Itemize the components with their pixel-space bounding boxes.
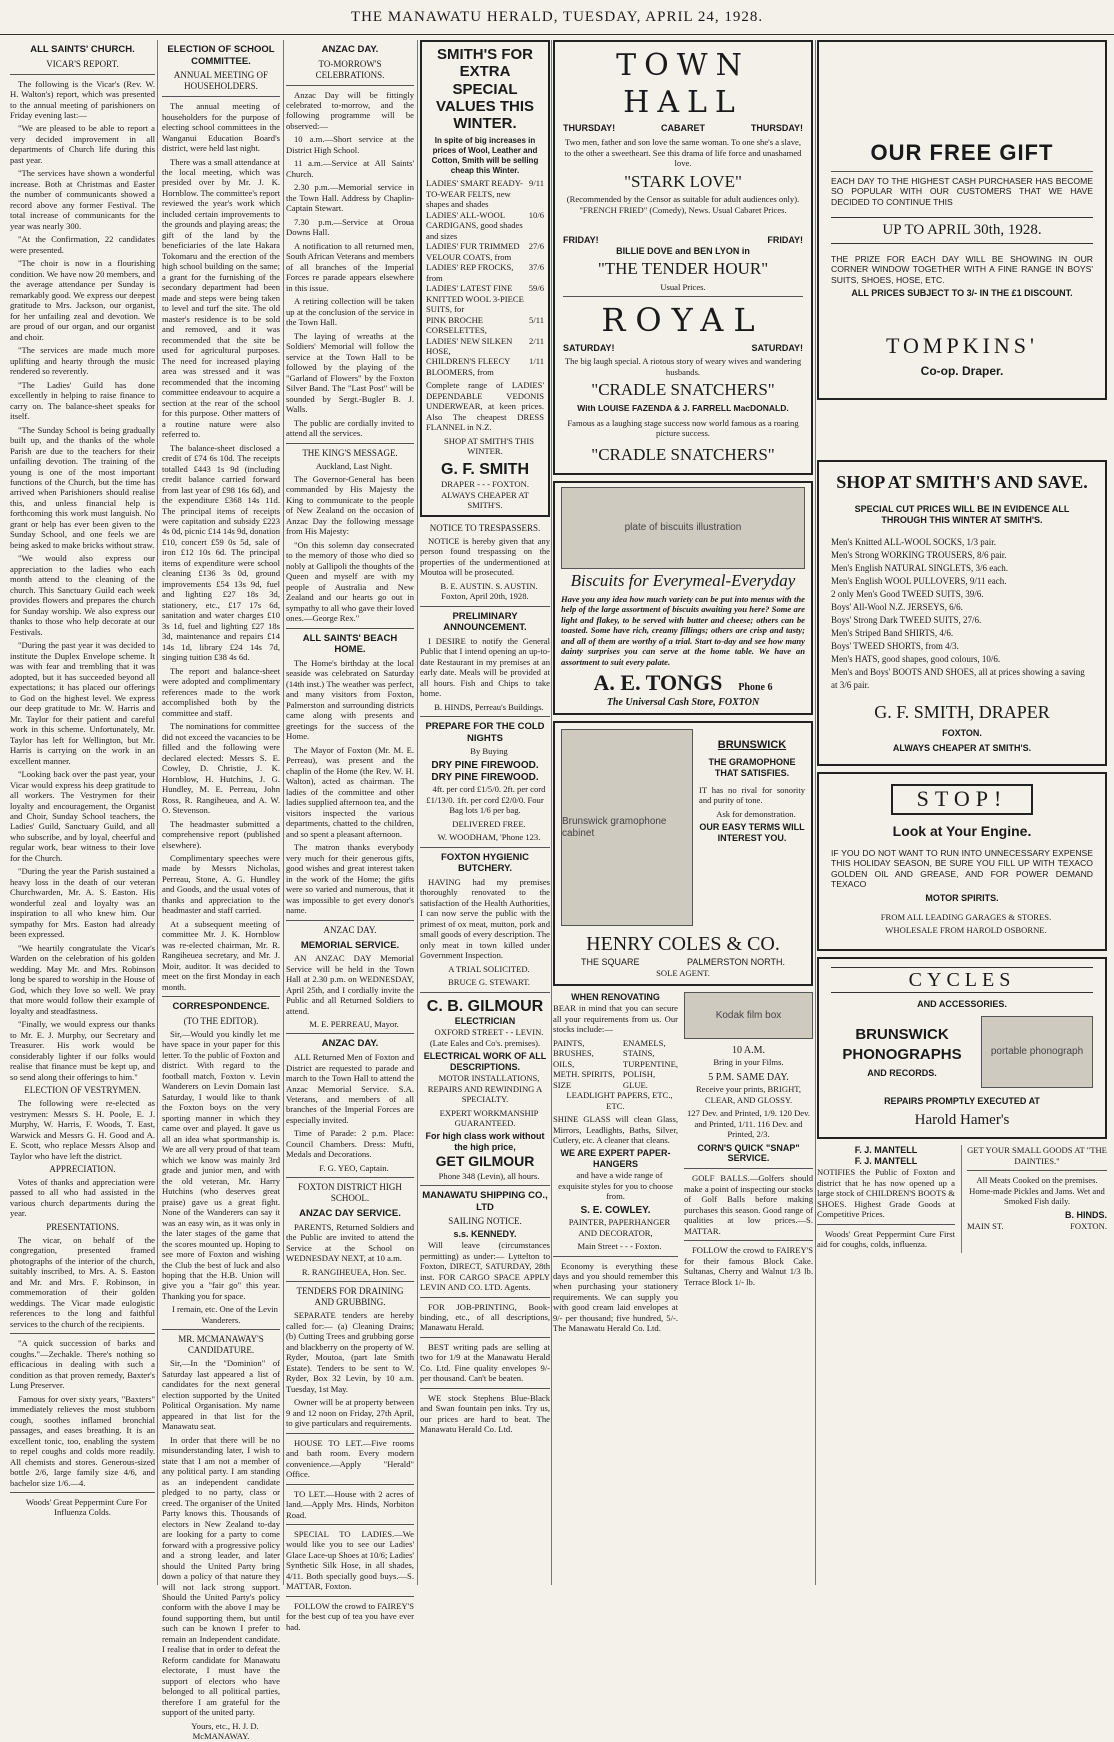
- notice-subtitle: MEMORIAL SERVICE.: [300, 939, 400, 951]
- smiths-advert: [420, 40, 550, 517]
- price-item: 2 only Men's Good TWEED SUITS, 39/6.: [831, 588, 984, 599]
- advert-text: ELECTRICIAN: [454, 1016, 516, 1027]
- advert-brand: BRUNSWICK PHONOGRAPHS: [842, 1026, 962, 1063]
- advert-body: [561, 729, 805, 926]
- paragraph: 2.30 p.m.—Memorial service in the Town Hall. Address by Chaplin-Captain Stewart.: [286, 182, 414, 214]
- day-row: [563, 343, 803, 354]
- column-entertainment: [553, 40, 813, 1585]
- day-row: [563, 235, 803, 246]
- paragraph: Complimentary speeches were made by Messrs Nicholas, Perreau, Stone, A. G. Hundley and Goods, and the usual votes of thanks and appreciation to the headmaster and staff carried.: [162, 853, 280, 916]
- section-heading: APPRECIATION.: [49, 1163, 116, 1174]
- stock-list: [553, 1038, 678, 1090]
- advert-text: THE PRIZE FOR EACH DAY WILL BE SHOWING IN OUR CORNER WINDOW TOGETHER WITH A FINE RANGE IN BOYS' SUITS, SHOES, HOSE, ETC.: [831, 253, 1093, 285]
- column-rule: [417, 40, 418, 1585]
- paragraph: In order that there will be no misunderstanding later, I wish to state that I am not a member of any political party. I am standing as an independent candidate pledged to no party, class or creed. The organiser of the United Party knows this. Thousands of electors in New Zealand to-day are looking for a party to come forward with a progressive policy and a strong leader, and later should the United Party bring down a policy of that nature they will not lack strong support. Should the United Party's policy conform with the above I may be found supporting them, but until such can be known I prefer to remain an Independent candidate. I realise that in order to defeat the Reform candidate for Manawatu electorate, I must have the support of electors who have belonged to all political parties, therefore I am grateful for the support of the united party.: [162, 1434, 280, 1718]
- price-item: Boys' TWEED SHORTS, from 4/3.: [831, 640, 959, 651]
- article-subtitle: ANNUAL MEETING OF HOUSEHOLDERS.: [173, 70, 269, 92]
- paragraph: "The services have shown a wonderful increase. Both at Christmas and Easter the number of communicants showed a record above any former Festival. The total increase of communicants for the year was nearly 300.: [10, 168, 155, 231]
- dateline: Auckland, Last Night.: [315, 460, 393, 471]
- advert-text: The Universal Cash Store, FOXTON: [606, 697, 760, 709]
- advert-text: Have you any idea how much variety can be put into menus with the help of the large assortment of biscuits awaiting you here? Some are light and flakey, to be served with butter and cheese; others can be toasted. Some have rich, creamy fillings; others are crisp and tasty; and all of them are worthy of a trial. Start to-day and see how many dainty surprises you can serve at the home table. We have an assortment to suit every palate.: [561, 593, 805, 667]
- price-row: [426, 262, 544, 283]
- paragraph: "The choir is now in a flourishing condition. We have now 20 members, and the average attendance per Sunday is remarkably good. We express our deepest gratitude to Mrs. Jackson, our organist, for her unfailing zeal and devotion. We are proud of our organ, and our organist and choir.: [10, 258, 155, 342]
- advert-line: Woods' Great Peppermint Cure For Influenza Colds.: [25, 1497, 148, 1518]
- item-price: 37/6: [528, 262, 544, 273]
- column-rule: [157, 40, 158, 1585]
- classified-ad: TO LET.—House with 2 acres of land.—Apply Mrs. Hinds, Norbiton Road.: [286, 1488, 414, 1520]
- price-item: Men's English NATURAL SINGLETS, 3/6 each.: [831, 562, 1009, 573]
- section-heading: ELECTION OF VESTRYMEN.: [24, 1085, 141, 1096]
- article-title: ANZAC DAY.: [321, 44, 379, 55]
- paragraph: Time of Parade: 2 p.m. Place: Council Chambers. Dress: Mufti, Medals and Decorations.: [286, 1128, 414, 1160]
- advert-intro: In spite of big increases in prices of Wool, Leather and Cotton, Smith will be selling cheap this Winter.: [431, 136, 539, 175]
- signature: B. HINDS, Perreau's Buildings.: [434, 701, 544, 712]
- advert-heading: ROYAL: [601, 301, 765, 340]
- price-row: [426, 210, 544, 241]
- price-item: Men's Striped Band SHIRTS, 4/6.: [831, 627, 954, 638]
- advert-brand-row: [561, 670, 805, 697]
- advert-text: WHOLESALE FROM HAROLD OSBORNE.: [885, 925, 1047, 936]
- paragraph: Will leave (circumstances permitting) as under:— Lyttelton to Foxton, DIRECT, SATURDAY, 28th inst. FOR CARGO SPACE APPLY LEVIN AND CO. LTD. Agents.: [420, 1240, 550, 1293]
- paragraph: 11 a.m.—Service at All Saints' Church.: [286, 158, 414, 179]
- item-price: 10/6: [528, 209, 544, 220]
- paragraph: Sir,—In the "Dominion" of Saturday last appeared a list of candidates for the next general election supported by the United Political Organisation. My name appeared in that list for the Manawatu seat.: [162, 1358, 280, 1432]
- address: Main Street - - - Foxton.: [577, 1241, 662, 1252]
- advert-text: Co-op. Draper.: [920, 363, 1004, 378]
- stock-item: SIZE: [553, 1079, 572, 1090]
- biscuits-advert: [553, 481, 813, 715]
- film-description: Two men, father and son love the same woman. To one she's a slave, to the other a sweetheart. See this drama of life force and unashamed love.: [564, 137, 802, 169]
- stock-item: TURPENTINE,: [622, 1058, 678, 1069]
- paragraph: The laying of wreaths at the Soldiers' Memorial will follow the service at the Town Hall to be followed by the playing of the "Garland of Flowers" by the Foxton Silver Band. The "Last Post" will be sounded by Sergt.-Bugler B. J. Walls.: [286, 330, 414, 415]
- column-rule: [283, 40, 284, 1585]
- paragraph: "We are pleased to be able to report a very decided improvement in all departments of Church life during this past year.: [10, 123, 155, 165]
- address: FOXTON.: [1070, 1220, 1107, 1231]
- day-label: FRIDAY!: [767, 235, 803, 246]
- classified-ad: HOUSE TO LET.—Five rooms and bath room. Every modern convenience.—Apply "Herald" Office.: [286, 1437, 414, 1480]
- signature: B. HINDS.: [1064, 1209, 1107, 1220]
- advert-brand: HENRY COLES & CO.: [586, 933, 780, 956]
- item-label: LADIES' ALL-WOOL CARDIGANS, good shades and sizes: [426, 209, 523, 241]
- notice-title: NOTICE TO TRESPASSERS.: [429, 522, 541, 533]
- price-list: [831, 536, 1093, 693]
- stock-item: POLISH,: [622, 1069, 656, 1080]
- film-title: "CRADLE SNATCHERS": [591, 380, 775, 400]
- bottom-adverts: [553, 992, 813, 1337]
- texaco-advert: [817, 772, 1107, 951]
- advert-text: ELECTRICAL WORK OF ALL DESCRIPTIONS.: [423, 1051, 547, 1073]
- address: MAIN ST.: [967, 1220, 1004, 1231]
- price-item: Men's English WOOL PULLOVERS, 9/11 each.: [831, 575, 1007, 586]
- advert-text: AND RECORDS.: [867, 1068, 937, 1079]
- paragraph: The vicar, on behalf of the congregation, presented framed photographs of the interior of the church, suitably inscribed, to Mrs. A. S. Easton and Mr. and Mrs. F. Robinson, in commemoration of their golden weddings. The Vicar made eulogistic references to the long and faithful services to the church of the recipients.: [10, 1234, 155, 1329]
- signature: Yours, etc., H. J. D. McMANAWAY.: [191, 1720, 259, 1742]
- signature: BRUCE G. STEWART.: [448, 977, 530, 988]
- advert-text: EXPERT WORKMANSHIP GUARANTEED.: [439, 1107, 539, 1128]
- advert-heading: SHOP AT SMITH'S AND SAVE.: [836, 472, 1088, 492]
- advert-text: For high class work without the high price,: [425, 1131, 545, 1153]
- paragraph: The matron thanks everybody very much for their generous gifts, good wishes and great interest taken in the work of the Home; the gifts were so varied and numerous, that it was impossible to get every donor's name.: [286, 842, 414, 916]
- classified-ad: SPECIAL TO LADIES.—We would like you to see our Ladies' Glace Lace-up Shoes at 10/6; Ladies' Synthetic Silk Hose, in all shades, 4/11. Both specially good buys.—S. MATTAR, Foxton.: [286, 1528, 414, 1592]
- stock-col: [623, 1038, 678, 1090]
- advert-text: FROM ALL LEADING GARAGES & STORES.: [880, 911, 1052, 922]
- advert-heading: TOWN HALL: [616, 48, 750, 120]
- section-heading: PRESENTATIONS.: [46, 1221, 119, 1232]
- day-row: [563, 123, 803, 134]
- bottom-adverts: [817, 1145, 1107, 1252]
- paragraph: The annual meeting of householders for the purpose of electing school committees in the Wanganui Education Board's district, were held last night.: [162, 101, 280, 154]
- advert-heading: WHEN RENOVATING: [571, 992, 660, 1003]
- item-label: LADIES' LATEST FINE KNITTED WOOL 3-PIECE SUITS, for: [426, 283, 524, 315]
- renovating-advert: [553, 992, 678, 1337]
- paragraph: ALL Returned Men of Foxton and District are requested to parade and march to the Town Hall to attend the Anzac Memorial Service. S.A. Veterans, and members of all branches of the Imperial Forces are especially invited.: [286, 1052, 414, 1125]
- classified-ad: Woods' Great Peppermint Cure First aid for coughs, colds, influenza.: [817, 1228, 955, 1250]
- phone-number: Phone 6: [738, 682, 773, 694]
- advert-text: and have a wide range of exquisite styles for you to choose from.: [558, 1170, 673, 1202]
- advert-text: ALL PRICES SUBJECT TO 3/- IN THE £1 DISCOUNT.: [851, 288, 1073, 299]
- paragraph: The headmaster submitted a comprehensive report (published elsewhere).: [162, 818, 280, 850]
- notice-title: MANAWATU SHIPPING CO., LTD: [422, 1189, 548, 1213]
- stock-item: OILS,: [553, 1058, 575, 1069]
- advert-text: MOTOR INSTALLATIONS, REPAIRS AND REWINDING A SPECIALTY.: [427, 1073, 543, 1105]
- article-subtitle: (TO THE EDITOR).: [183, 1015, 259, 1026]
- item-label: LADIES' NEW SILKEN HOSE,: [426, 335, 513, 356]
- paragraph: The public are cordially invited to attend all the services.: [286, 417, 414, 439]
- classified-ad: GOLF BALLS.—Golfers should make a point of inspecting our stocks of Golf Balls before making purchases this season. Good range of qualities at low prices.—S. MATTAR.: [684, 1173, 813, 1236]
- advert-brand: TOMPKINS': [885, 333, 1039, 358]
- advert-heading: STOP!: [891, 784, 1033, 815]
- day-label: THURSDAY!: [563, 123, 616, 134]
- item-label: CHILDREN'S FLEECY BLOOMERS, from: [426, 356, 511, 377]
- advert-text: ALWAYS CHEAPER AT SMITH'S.: [441, 489, 529, 511]
- advert-text: 5 P.M. SAME DAY.: [708, 1071, 789, 1083]
- address: PALMERSTON NORTH.: [686, 956, 785, 967]
- price-item: Men's HATS, good shapes, good colours, 10/6.: [831, 653, 1001, 664]
- advert-copy: [699, 729, 805, 926]
- item-label: LADIES' SMART READY-TO-WEAR FELTS, new shapes and shades: [426, 178, 523, 210]
- paragraph: The Home's birthday at the local seaside was celebrated on Saturday (14th inst.) The weather was perfect, and many visitors from Foxton, Palmerston and surrounding districts came along with presents and greetings for the success of the Home.: [286, 657, 414, 742]
- advert-brand: A. E. TONGS: [593, 670, 723, 696]
- advert-text: 10 A.M.: [731, 1045, 766, 1057]
- advert-text: SHINE GLASS will clean Glass, Mirrors, Leadlights, Baths, Silver, Cutlery, etc. A cleaner that cleans.: [553, 1114, 678, 1145]
- item-price: 27/6: [528, 241, 544, 252]
- advert-text: 127 Dev. and Printed, 1/9. 120 Dev. and Printed, 1/11. 116 Dev. and Printed, 2/3.: [687, 1108, 810, 1140]
- classified-ad: BEST writing pads are selling at two for 1/9 at the Manawatu Herald Co. Ltd. Fine quality envelopes 9/- per thousand. Can't be beaten.: [420, 1341, 550, 1384]
- paragraph: "During the year the Parish sustained a heavy loss in the death of our veteran Churchwarden, Mr. A. S. Easton. His wonderful zeal and loyalty was an inspiration to all who knew him. Our sympathy for Mrs. Easton had already been expressed.: [10, 866, 155, 940]
- advert-heading: DRY PINE FIREWOOD. DRY PINE FIREWOOD.: [431, 759, 539, 784]
- paragraph: A retiring collection will be taken up at the conclusion of the service in the Town Hall.: [286, 296, 414, 328]
- advert-text: REPAIRS PROMPTLY EXECUTED AT: [884, 1096, 1040, 1107]
- advert-heading: WE ARE EXPERT PAPER-HANGERS: [560, 1148, 671, 1170]
- advert-brand: C. B. GILMOUR: [426, 997, 544, 1015]
- dainties-advert: [961, 1145, 1107, 1252]
- advert-text: EACH DAY TO THE HIGHEST CASH PURCHASER HAS BECOME SO POPULAR WITH OUR CUSTOMERS THAT WE HAVE DECIDED TO CONTINUE THIS: [831, 175, 1093, 207]
- price-item: Boys' All-Wool N.Z. JERSEYS, 6/6.: [831, 601, 963, 612]
- paragraph: 7.30 p.m.—Service at Oroua Downs Hall.: [286, 216, 414, 238]
- paragraph: A notification to all returned men, South African Veterans and members of all branches of the Imperial Forces re parade appears elsewhere in this issue.: [286, 240, 414, 293]
- stock-item: ENAMELS,: [622, 1037, 666, 1048]
- paragraph: The report and balance-sheet were adopted and complimentary references made to the work accomplished both by the committee and staff.: [162, 665, 280, 718]
- advert-brand: G. F. SMITH, DRAPER: [874, 702, 1050, 723]
- paragraph: "We heartily congratulate the Vicar's Warden on the celebration of his golden wedding. May Mr. and Mrs. Robinson long be spared to worship in the House of God, which they love so well. We pray that more would follow their example of loyalty and steadfastness.: [10, 942, 155, 1016]
- advert-text: AND ACCESSORIES.: [917, 999, 1007, 1010]
- film-description: The big laugh special. A riotous story of weary wives and wandering husbands.: [564, 356, 802, 377]
- kodak-film-image: Kodak film box: [684, 992, 813, 1039]
- day-label: SATURDAY!: [751, 342, 803, 353]
- price-item: Boys' Strong Dark TWEED SUITS, 27/6.: [831, 614, 982, 625]
- advert-text: OXFORD STREET - - LEVIN. (Late Eales and Co's. premises).: [429, 1027, 544, 1048]
- advert-text: DELIVERED FREE.: [452, 818, 526, 829]
- paragraph: The Governor-General has been commanded by His Majesty the King to communicate to the people of New Zealand on the occasion of Anzac Day the following message from His Majesty:: [286, 473, 414, 537]
- notice-title: FOXTON HYGIENIC BUTCHERY.: [441, 851, 529, 875]
- advert-text: By Buying: [470, 746, 508, 757]
- advert-heading: BRUNSWICK: [717, 739, 787, 752]
- advert-text: A TRIAL SOLICITED.: [448, 963, 530, 974]
- advert-brand: F. J. MANTELL: [854, 1156, 918, 1167]
- film-service-advert: [684, 992, 813, 1337]
- advert-text: BEAR in mind that you can secure all your requirements from us. Our stocks include:—: [553, 1003, 678, 1035]
- advert-text: MOTOR SPIRITS.: [925, 892, 999, 903]
- paragraph: "We would also express our appreciation to the ladies who each month attend to the cleaning of the church. This Sanctuary Guild each week provides flowers and prepares the church for Sunday worship. We also express our thanks to those who help decorate at our Festivals.: [10, 553, 155, 637]
- stock-col: [553, 1038, 615, 1090]
- advert-text: OUR EASY TERMS WILL INTEREST YOU.: [699, 822, 805, 844]
- paragraph: PARENTS, Returned Soldiers and the Public are invited to attend the Service at the School on WEDNESDAY NEXT, at 10 a.m.: [286, 1221, 414, 1264]
- day-label: THURSDAY!: [750, 123, 803, 134]
- film-title: "THE TENDER HOUR": [597, 259, 769, 279]
- address-row: [561, 957, 805, 968]
- item-price: 1/11: [529, 356, 544, 367]
- advert-body: [831, 1016, 1093, 1088]
- paragraph: NOTICE is hereby given that any person found trespassing on the properties of the undermentioned at Moutoa will be prosecuted.: [420, 535, 550, 578]
- notice-title: PREPARE FOR THE COLD NIGHTS: [425, 721, 545, 744]
- paragraph: "The Sunday School is being gradually built up, and the thanks of the whole Parish are due to the teachers for their unfailing devotion. The training of the young is one of the most important functions of the Church, but the time has arrived when Parishioners should realise this, and unless financial help is forthcoming this work must languish. No grant or help has ever been given to the Sunday School, and one feels we are being asked to make bricks without straw.: [10, 424, 155, 550]
- column-rule: [551, 40, 552, 1585]
- advert-text: PAINTER, PAPERHANGER AND DECORATOR,: [568, 1217, 671, 1238]
- column-vicars-report: [10, 40, 155, 1585]
- advert-text: SHOP AT SMITH'S THIS WINTER.: [444, 435, 534, 457]
- article-title: ALL SAINTS' BEACH HOME.: [302, 632, 398, 656]
- film-note: (Recommended by the Censor as suitable for adult audiences only). "FRENCH FRIED" (Comedy), News. Usual Cabaret Prices.: [566, 194, 800, 215]
- advert-text: IF YOU DO NOT WANT TO RUN INTO UNNECESSARY EXPENSE THIS HOLIDAY SEASON, BE SURE YOU FILL UP WITH TEXACO GOLDEN OIL AND GREASE, AND FOR POWER DEMAND TEXACO: [831, 847, 1093, 890]
- advert-text: LEADLIGHT PAPERS, ETC., ETC.: [566, 1090, 673, 1111]
- advert-subheading: Look at Your Engine.: [892, 822, 1032, 839]
- film-title: "STARK LOVE": [624, 171, 742, 191]
- address-row: [967, 1221, 1107, 1231]
- article-subtitle: VICAR'S REPORT.: [46, 58, 119, 69]
- item-price: 9/11: [529, 178, 544, 189]
- item-label: LADIES' FUR TRIMMED VELOUR COATS, from: [426, 241, 520, 262]
- price-row: [426, 315, 544, 336]
- advert-text: DRAPER - - - FOXTON.: [441, 479, 529, 490]
- advert-brand: F. J. MANTELL: [854, 1145, 918, 1156]
- price-item: Men's Strong WORKING TROUSERS, 8/6 pair.: [831, 549, 1007, 560]
- stock-item: STAINS,: [622, 1048, 655, 1059]
- advert-text: SOLE AGENT.: [656, 967, 710, 978]
- advert-text: IT has no rival for sonority and purity of tone.: [699, 784, 805, 806]
- signature: M. E. PERREAU, Mayor.: [309, 1019, 399, 1029]
- gramophone-image: Brunswick gramophone cabinet: [561, 729, 693, 926]
- notice-title: ANZAC DAY.: [321, 1038, 379, 1050]
- advert-heading: GET YOUR SMALL GOODS AT "THE DAINTIES.": [967, 1145, 1107, 1166]
- paragraph: The Mayor of Foxton (Mr. M. E. Perreau), was present and the chaplin of the Home (the Rev. W. H. Walton), acted as chairman. The ladies of the committee and other ladies supplied afternoon tea, and the visitors inspected the various departments, chatted to the children, and so spent a pleasant afternoon.: [286, 744, 414, 839]
- advert-text: Bring in your Films.: [713, 1057, 784, 1068]
- advert-text: ALWAYS CHEAPER AT SMITH'S.: [892, 743, 1032, 754]
- classified-ad: WE stock Stephens Blue-Black and Swan fountain pen inks. Try us, our prices are hard to beat. The Manawatu Herald Co. Ltd.: [420, 1392, 550, 1435]
- paragraph: "A quick succession of barks and coughs."—Zechakle. There's nothing so efficacious in dealing with such a condition as that proven remedy, Baxter's Lung Preserver.: [10, 1338, 155, 1391]
- advert-heading: SMITH'S FOR EXTRA SPECIAL VALUES THIS WINTER.: [435, 46, 535, 132]
- notice-title: PRELIMINARY ANNOUNCEMENT.: [443, 610, 527, 634]
- paragraph: The following is the Vicar's (Rev. W. H. Walton's) report, which was presented to the annual meeting of parishioners on Friday evening last:—: [10, 78, 155, 120]
- film-stars: With LOUISE FAZENDA & J. FARRELL MacDONALD.: [577, 403, 789, 414]
- advert-brand: G. F. SMITH: [441, 460, 529, 478]
- signature: W. WOODHAM, 'Phone 123.: [437, 832, 541, 843]
- paragraph: At a subsequent meeting of committee Mr. J. K. Hornblow was re-elected chairman, Mr. R. Rangiheuea secretary, and Mr. J. Moir, auditor. It was decided to meet on the first Monday in each month.: [162, 918, 280, 992]
- paragraph: The nominations for committee did not exceed the vacancies to be filled and the following were declared elected: Messrs S. E. Cowley, D. Christie, J. K. Hornblow, H. Hutchins, J. G. Hundley, M. E. Perreau, John Ross, R. Rangiheuea, and A. W. O. Stevenson.: [162, 721, 280, 816]
- stock-item: PAINTS,: [553, 1037, 585, 1048]
- advert-text: THE GRAMOPHONE THAT SATISFIES.: [708, 756, 796, 778]
- item-label: PINK BROCHE CORSELETTES,: [426, 314, 487, 336]
- classified-ad: FOLLOW the crowd to FAIREY'S for the best cup of tea you have ever had.: [286, 1600, 414, 1632]
- advert-text: SPECIAL CUT PRICES WILL BE IN EVIDENCE ALL THROUGH THIS WINTER AT SMITH'S.: [854, 503, 1070, 525]
- vessel-name: s.s. KENNEDY.: [453, 1229, 517, 1240]
- advert-heading: CYCLES: [831, 967, 1093, 993]
- day-label: CABARET: [661, 123, 705, 134]
- paragraph: "Looking back over the past year, your Vicar would express his deep gratitude to all workers. The Vestrymen for their loyalty and encouragement, the Organist and Choir, Sunday School teachers, the Ladies' Guild, Sanctuary Guild, and all who subscribe, and by loyal, cheerful and regular work, bear witness to their love for the Church.: [10, 769, 155, 863]
- day-label: SATURDAY!: [563, 342, 615, 353]
- column-anzac-day: [286, 40, 414, 1632]
- price-row: [426, 178, 544, 209]
- paragraph: Sir,—Would you kindly let me have space in your paper for this letter. To the public of Foxton and district. With regard to the football match, Foxton v. Levin Wanderers on Levin Domain last Saturday, I would like to thank the Foxton boys on the very sporting manner in which they came over and played. It gave us all an idea what sportmanship is. We are all very proud of that team which we know was mainly 3rd grade and junior men, and with the old veteran, Mr. Harry Hutchins (who deserves great praise) gave us a great fight. None of the Wanderers can say it was an easy win, as it was only in the later stages of the game that the scores mounted up. Hoping to see more of Foxton and wishing the Club the best of luck and also hoping that the H.B. Union will give you a "fair go" this year. Thanking you for space.: [162, 1028, 280, 1301]
- biscuit-plate-image: plate of biscuits illustration: [561, 487, 805, 569]
- address: THE SQUARE: [581, 956, 640, 967]
- advert-heading: Biscuits for Everymeal-Everyday: [570, 571, 796, 591]
- paragraph: The following were re-elected as vestrymen: Messrs S. H. Poole, E. J. Murphy, W. Harris, F. Woods, T. East, Warwick and Messrs G. H. Good and A. E. Scott, who replace Messrs Alsop and Taylor who have left the district.: [10, 1098, 155, 1161]
- column-adverts: [420, 40, 550, 1585]
- day-label: FRIDAY!: [563, 235, 599, 246]
- advert-brand: GET GILMOUR: [435, 1153, 535, 1170]
- classified-ad: FOLLOW the crowd to FAIREY'S for their famous Block Cake. Sultanas, Cherry and Walnut 1/3 lb. Terrace Block 1/- lb.: [684, 1245, 813, 1287]
- classified-ad: Economy is everything these days and you should remember this when purchasing your stationery requirements. We can supply you with good cream laid envelopes at 9/- per thousand; five hundred, 5/-. The Manawatu Herald Co. Ltd.: [553, 1260, 678, 1334]
- advert-text: FOXTON.: [942, 728, 982, 739]
- advert-text: All Meats Cooked on the premises. Home-made Pickles and Jams. Wet and Smoked Fish daily.: [969, 1175, 1105, 1207]
- paragraph: HAVING had my premises thoroughly renovated to the satisfaction of the Health Authorities, I can now serve the public with the primest of ox meat, mutton, pork and small goods of every description. The only meat in town killed under Government Inspection.: [420, 876, 550, 961]
- film-note: Famous as a laughing stage success now world famous as a roaring picture success.: [567, 417, 799, 439]
- price-item: Men's and Boys' BOOTS AND SHOES, all at prices showing a saving at 3/6 pair.: [831, 667, 1085, 691]
- column-rule: [815, 40, 816, 1585]
- advert-copy: [831, 1025, 973, 1079]
- signature: R. RANGIHEUEA, Hon. Sec.: [301, 1266, 407, 1277]
- stock-item: GLUE.: [622, 1079, 648, 1090]
- price-row: [426, 283, 544, 314]
- notice-subtitle: SAILING NOTICE.: [448, 1216, 522, 1227]
- advert-text: 4ft. per cord £1/5/0. 2ft. per cord £1/13/0. 1ft. per cord £2/0/0. Four Bag lots 1/6 per bag.: [426, 784, 546, 816]
- paragraph: I DESIRE to notify the General Public that I intend opening an up-to-date Restaurant in my premises at an early date. Meals will be provided at all hours. Fish and Chips to take home.: [420, 635, 550, 699]
- advert-text: Receive your prints, BRIGHT, CLEAR, AND GLOSSY.: [695, 1084, 802, 1105]
- paragraph: "The Ladies' Guild has done excellently in helping to raise finance to carry on. The balance-sheet speaks for itself.: [10, 379, 155, 422]
- cycles-advert: [817, 957, 1107, 1140]
- paragraph: "During the past year it was decided to institute the Duplex Envelope scheme. It was with fear and trembling that it was adopted, but it has succeeded beyond all expectations; it has placed our offerings to God on the highest level. We express our deep gratitude to Mr. W. Harris and Mr. Taylor for their patient and careful work in this scheme. Unfortunately, Mr. Taylor has left for Wellington, but Mr. Harris is carrying on the work in an excellent manner.: [10, 640, 155, 766]
- film-note: Usual Prices.: [660, 281, 706, 292]
- item-label: LADIES' REP FROCKS, from: [426, 262, 514, 283]
- smiths-save-advert: [817, 460, 1107, 766]
- stock-item: METH. SPIRITS,: [553, 1069, 615, 1080]
- phonograph-image: portable phonograph: [981, 1016, 1093, 1088]
- paragraph: "At the Confirmation, 22 candidates were presented.: [10, 234, 155, 255]
- paragraph: "Finally, we would express our thanks to Mr. E. J. Murphy, our Secretary and Treasurer. His work would be considerably lighter if our folks would realise that finance must be kept up, and so send along their offerings to him.": [10, 1019, 155, 1082]
- price-row: [426, 241, 544, 262]
- paragraph: Famous for over sixty years, "Baxters" immediately relieves the most stubborn cough, soothes inflamed bronchial passages, and eases breathing. It is an excellent tonic, too, enabling the system to repel coughs and colds more readily. All chemists and stores. Generous-sized bottle 2/6, large family size 4/6, and bachelor size 1/6.—4.: [10, 1393, 155, 1488]
- item-price: 5/11: [529, 314, 544, 325]
- column-right-adverts: [817, 40, 1107, 1585]
- mantell-advert: [817, 1145, 955, 1252]
- price-row: [426, 356, 544, 377]
- signature: I remain, etc. One of the Levin Wanderers.: [172, 1304, 278, 1325]
- stock-item: BRUSHES,: [553, 1048, 594, 1059]
- paragraph: SEPARATE tenders are hereby called for:— (a) Cleaning Drains; (b) Cutting Trees and grubbing gorse and blackberry on the property of W. Ryder, Moutoa, (part late Smith Estate). Tenders to be sent to W. Ryder, Box 32 Levin, by 10 a.m. Tuesday, 1st May.: [286, 1310, 414, 1394]
- advert-brand: S. E. COWLEY.: [580, 1204, 651, 1216]
- paragraph: Anzac Day will be fittingly celebrated to-morrow, and the following programme will be observed:—: [286, 89, 414, 131]
- film-stars: BILLIE DOVE and BEN LYON in: [616, 246, 750, 257]
- paragraph: The balance-sheet disclosed a credit of £74 6s 10d. The receipts totalled £443 1s 9d (including credit balance carried forward from last year of £98 16s 6d), and the expenditure £368 14s 11d. The principal items of receipts were capitation and subsidy £223 4s 0d, picnic £14 14s 9d, donation £10, concert £59 0s 5d, sale of iron £12 10s 6d. The principal items of expenditure were school cleaning £136 3s 0d, ground improvements £54 13s 9d, fuel and lighting £27 18s 3d, stationery, etc., £17 17s 6d, sanitation and water charges £10 3s 1d, fuel and lighting £27 18s 3d, maintenance and repairs £14 14s 1d, library £24 14s 7d, singing tuition £38 4s 6d.: [162, 442, 280, 663]
- price-item: Men's Knitted ALL-WOOL SOCKS, 1/3 pair.: [831, 536, 997, 547]
- paragraph: "On this solemn day consecrated to the memory of those who died so nobly at Gallipoli the thoughts of the Queen and myself are with my people of Australia and New Zealand and our hearts go out in sympathy to all who gave their loved ones.—George Rex.": [286, 539, 414, 624]
- advert-text: NOTIFIES the Public of Foxton and district that he has now opened up a large stock of CHILDREN'S BOOTS & SHOES. Highest Grade Goods at Competitive Prices.: [817, 1167, 955, 1220]
- town-hall-advert: [553, 40, 813, 475]
- advert-text: Phone 348 (Levin), all hours.: [438, 1170, 540, 1181]
- advert-text: Ask for demonstration.: [716, 808, 796, 819]
- article-title: CORRESPONDENCE.: [172, 1001, 270, 1013]
- paragraph: 10 a.m.—Short service at the District High School.: [286, 134, 414, 155]
- signature: F. G. YEO, Captain.: [319, 1162, 389, 1173]
- paragraph: "The services are made much more uplifting and hearty through the music rendered so reverently.: [10, 345, 155, 377]
- advert-date: UP TO APRIL 30th, 1928.: [831, 217, 1093, 243]
- item-price: 59/6: [528, 283, 544, 294]
- paragraph: Owner will be at property between 9 and 12 noon on Friday, 27th April, to give particulars and requirements.: [286, 1397, 414, 1429]
- notice-title: TENDERS FOR DRAINING AND GRUBBING.: [296, 1286, 404, 1308]
- notice-subtitle: ANZAC DAY SERVICE.: [299, 1208, 401, 1220]
- film-title: "CRADLE SNATCHERS": [591, 444, 775, 464]
- brunswick-advert: [553, 721, 813, 986]
- advert-heading: CORN'S QUICK "SNAP" SERVICE.: [697, 1142, 800, 1164]
- masthead: THE MANAWATU HERALD, TUESDAY, APRIL 24, 1928.: [0, 0, 1114, 35]
- article-title: ALL SAINTS' CHURCH.: [30, 44, 135, 55]
- advert-heading: OUR FREE GIFT: [870, 140, 1054, 165]
- paragraph: Votes of thanks and appreciation were passed to all who had assisted in the various church departments during the year.: [10, 1176, 155, 1219]
- article-title: ELECTION OF SCHOOL COMMITTEE.: [167, 44, 275, 67]
- item-price: 2/11: [529, 335, 544, 346]
- article-subtitle: TO-MORROW'S CELEBRATIONS.: [315, 58, 385, 80]
- price-row: [426, 336, 544, 357]
- paragraph: AN ANZAC DAY Memorial Service will be held in the Town Hall at 2.30 p.m. on WEDNESDAY, April 25th, and I cordially invite the Public and all Returned Soldiers to attend.: [286, 953, 414, 1016]
- notice-title: ANZAC DAY.: [323, 924, 377, 935]
- notice-title: FOXTON DISTRICT HIGH SCHOOL.: [298, 1182, 402, 1204]
- article-title: THE KING'S MESSAGE.: [302, 447, 398, 458]
- classified-ad: FOR JOB-PRINTING, Book-binding, etc., of all descriptions, Manawatu Herald.: [420, 1301, 550, 1333]
- paragraph: There was a small attendance at the local meeting, which was presided over by Mr. J. K. Hornblow. The committee's report reviewed the year's work which included certain improvements to the grounds and playing areas; the gift of the land by the beneficiaries of the late Hakara Tokomaru and the erection of the high school building on the same; a grant for the furnishing of the secondary department had been made and steps were being taken to level and turf the site. The old master's residence is to be sold and removed, and it was recommended that the site be used for agricultural purposes. The need for increased playing area was stressed and it was recommended that the incoming committee endeavour to acquire a section at the rear of the school for this purpose. Other matters of a routine nature were also referred to.: [162, 156, 280, 440]
- advert-brand: Harold Hamer's: [914, 1112, 1010, 1129]
- advert-text: Complete range of LADIES' DEPENDABLE VEDONIS UNDERWEAR, at keen prices. Also The cheapest DRESS FLANNEL in N.Z.: [426, 380, 544, 433]
- article-title: MR. MCMANAWAY'S CANDIDATURE.: [178, 1334, 264, 1356]
- free-gift-advert: [817, 40, 1107, 400]
- signature: B. E. AUSTIN. S. AUSTIN. Foxton, April 20th, 1928.: [440, 580, 538, 602]
- column-school-committee: [162, 40, 280, 1742]
